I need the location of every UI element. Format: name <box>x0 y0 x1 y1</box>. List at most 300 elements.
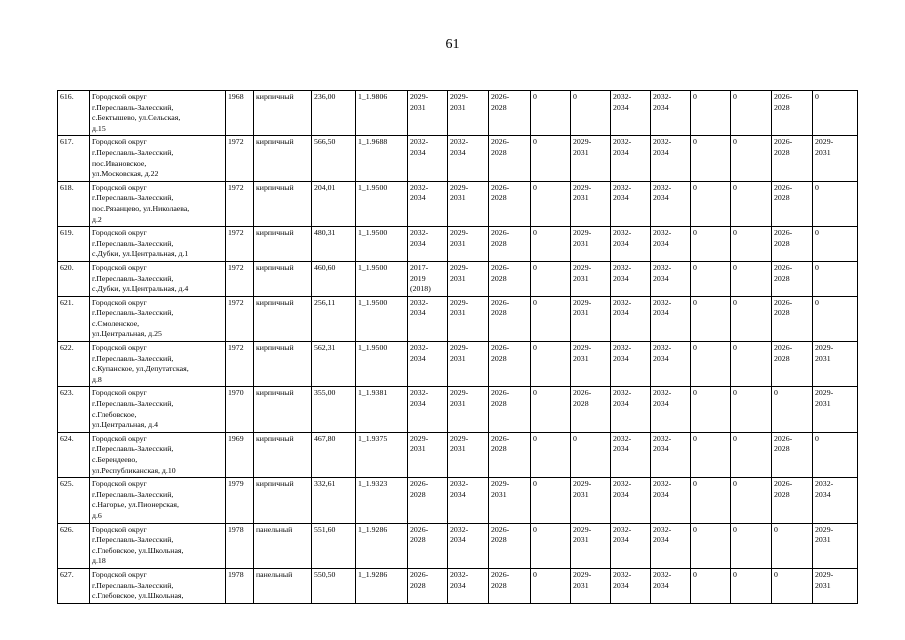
cell-line: с.Глебовское, <box>92 409 137 419</box>
cell-line: кирпичный <box>256 343 294 353</box>
cell-line: Городской округ <box>92 388 147 398</box>
cell-address <box>90 432 226 477</box>
cell-period-1 <box>408 296 448 341</box>
cell-line: 2034 <box>653 399 669 409</box>
cell-line: 0 <box>533 262 537 272</box>
cell-line: 0 <box>733 92 737 101</box>
cell-line: 2026- <box>774 137 793 147</box>
cell-line: 2032- <box>653 228 672 238</box>
cell-wall-material <box>254 523 312 568</box>
cell-line: 0 <box>693 92 697 101</box>
cell-line: 2028 <box>491 353 507 363</box>
cell-line: 2032- <box>450 524 469 534</box>
cell-address <box>90 227 226 262</box>
cell-line: г.Переславль-Залесский, <box>92 147 174 157</box>
cell-area <box>312 227 356 262</box>
cell-line: 0 <box>733 433 737 443</box>
cell-line: 2026- <box>774 433 793 443</box>
cell-line: 2031 <box>450 308 466 318</box>
cell-line: 2032- <box>653 92 672 101</box>
cell-period-1 <box>408 523 448 568</box>
cell-line: 1972 <box>228 262 244 272</box>
cell-period-7 <box>651 181 691 226</box>
cell-line: 2026- <box>774 228 793 238</box>
cell-row-number <box>58 342 90 387</box>
cell-line: 621. <box>60 297 74 307</box>
table-row <box>58 91 858 136</box>
cell-period-6 <box>611 342 651 387</box>
cell-line: 0 <box>733 182 737 192</box>
cell-row-number <box>58 568 90 603</box>
cell-line: 550,50 <box>314 569 336 579</box>
cell-period-11 <box>813 136 858 181</box>
table-row <box>58 387 858 432</box>
cell-period-2 <box>448 91 489 136</box>
cell-area <box>312 432 356 477</box>
cell-line: 0 <box>733 297 737 307</box>
cell-line: 2034 <box>613 273 629 283</box>
cell-period-1 <box>408 387 448 432</box>
cell-line: 0 <box>693 137 697 147</box>
cell-line: 2031 <box>815 535 831 545</box>
cell-period-4 <box>531 296 571 341</box>
cell-line: 2029- <box>573 228 592 238</box>
cell-area <box>312 181 356 226</box>
cell-line: 2031 <box>450 399 466 409</box>
cell-wall-material <box>254 432 312 477</box>
cell-line: 0 <box>815 262 819 272</box>
cell-period-5 <box>571 478 611 523</box>
cell-line: 562,31 <box>314 343 336 353</box>
cell-line: д.8 <box>92 374 102 384</box>
cell-period-9 <box>731 227 772 262</box>
cell-line: 2028 <box>491 147 507 157</box>
cell-row-number <box>58 136 90 181</box>
cell-line: 2032- <box>613 182 632 192</box>
cell-line: 2026- <box>491 524 510 534</box>
cell-line: 2032- <box>653 569 672 579</box>
cell-line: 2026- <box>774 343 793 353</box>
cell-line: 2019 <box>410 273 426 283</box>
cell-line: 2028 <box>774 489 790 499</box>
cell-row-number <box>58 432 90 477</box>
cell-line: 2034 <box>613 353 629 363</box>
cell-line: 2032- <box>653 388 672 398</box>
cell-line: 2031 <box>450 193 466 203</box>
cell-line: с.Смоленское, <box>92 318 140 328</box>
cell-line: 2031 <box>573 580 589 590</box>
cell-wall-material <box>254 387 312 432</box>
cell-line: 0 <box>733 343 737 353</box>
cell-line: 2029- <box>450 182 469 192</box>
cell-line: 0 <box>733 569 737 579</box>
table-row <box>58 342 858 387</box>
cell-period-5 <box>571 568 611 603</box>
cell-line: 0 <box>815 182 819 192</box>
cell-period-6 <box>611 387 651 432</box>
cell-line: д.6 <box>92 510 102 520</box>
table-row <box>58 432 858 477</box>
cell-line: г.Переславль-Залесский, <box>92 353 174 363</box>
cell-line: (2018) <box>410 284 431 294</box>
cell-row-number <box>58 261 90 296</box>
cell-line: 2028 <box>774 193 790 203</box>
cell-line: кирпичный <box>256 297 294 307</box>
cell-period-5 <box>571 296 611 341</box>
cell-line: кирпичный <box>256 479 294 489</box>
cell-line: кирпичный <box>256 92 294 101</box>
cell-line: 2034 <box>653 489 669 499</box>
cell-line: 2028 <box>774 102 790 112</box>
cell-line: 2034 <box>653 580 669 590</box>
cell-period-3 <box>489 261 531 296</box>
cell-line: 1978 <box>228 569 244 579</box>
cell-period-9 <box>731 136 772 181</box>
cell-period-8 <box>691 181 731 226</box>
cell-line: 467,80 <box>314 433 336 443</box>
page-number: 61 <box>445 37 460 52</box>
cell-period-2 <box>448 478 489 523</box>
cell-period-8 <box>691 227 731 262</box>
cell-period-11 <box>813 261 858 296</box>
cell-line: г.Переславль-Залесский, <box>92 102 174 112</box>
cell-line: 2032- <box>450 479 469 489</box>
cell-line: 2029- <box>410 92 429 101</box>
cell-line: 2026- <box>410 524 429 534</box>
cell-line: 0 <box>774 388 778 398</box>
cell-period-6 <box>611 136 651 181</box>
cell-line: кирпичный <box>256 137 294 147</box>
cell-line: 2026- <box>491 343 510 353</box>
cell-line: 2029- <box>450 433 469 443</box>
cell-line: Городской округ <box>92 137 147 147</box>
cell-line: 2026- <box>774 92 793 101</box>
cell-period-7 <box>651 387 691 432</box>
table-row <box>58 136 858 181</box>
cell-line: 0 <box>693 388 697 398</box>
cell-line: 1969 <box>228 433 244 443</box>
cell-line: 2029- <box>573 569 592 579</box>
cell-line: 2034 <box>613 147 629 157</box>
cell-period-6 <box>611 91 651 136</box>
cell-line: 2026- <box>410 569 429 579</box>
cell-line: 2029- <box>573 343 592 353</box>
cell-period-1 <box>408 432 448 477</box>
cell-address <box>90 261 226 296</box>
cell-line: 2032- <box>410 388 429 398</box>
cell-line: 204,01 <box>314 182 336 192</box>
cell-line: 2028 <box>410 489 426 499</box>
cell-period-2 <box>448 136 489 181</box>
cell-line: 0 <box>693 569 697 579</box>
cell-line: с.Берендеево, <box>92 455 138 464</box>
cell-wall-material <box>254 181 312 226</box>
cell-period-7 <box>651 478 691 523</box>
cell-row-number <box>58 523 90 568</box>
cell-line: 0 <box>774 569 778 579</box>
cell-line: с.Бектышево, ул.Сельская, <box>92 113 181 123</box>
cell-line: 1979 <box>228 479 244 489</box>
cell-line: 566,50 <box>314 137 336 147</box>
cell-period-10 <box>772 342 813 387</box>
cell-line: 2032- <box>613 92 632 101</box>
cell-line: 1_1.9806 <box>358 92 388 101</box>
cell-period-8 <box>691 296 731 341</box>
cell-line: 2028 <box>491 273 507 283</box>
cell-period-11 <box>813 227 858 262</box>
cell-line: 0 <box>733 479 737 489</box>
cell-period-8 <box>691 136 731 181</box>
cell-line: 627. <box>60 569 74 579</box>
table-row <box>58 568 858 603</box>
cell-line: 2032- <box>613 524 632 534</box>
cell-line: 2034 <box>653 273 669 283</box>
cell-line: 2032- <box>653 343 672 353</box>
cell-code <box>356 227 408 262</box>
cell-line: 0 <box>693 228 697 238</box>
cell-line: 2032- <box>410 228 429 238</box>
cell-line: 2026- <box>491 388 510 398</box>
cell-period-2 <box>448 227 489 262</box>
cell-line: 0 <box>815 92 819 101</box>
cell-period-1 <box>408 478 448 523</box>
cell-line: 0 <box>693 297 697 307</box>
cell-line: 2026- <box>491 569 510 579</box>
cell-period-6 <box>611 568 651 603</box>
cell-line: 2032- <box>653 479 672 489</box>
cell-line: 2034 <box>450 147 466 157</box>
cell-line: 2034 <box>653 444 669 454</box>
cell-line: 1_1.9323 <box>358 479 388 489</box>
cell-line: 2028 <box>491 535 507 545</box>
cell-line: 2031 <box>410 102 426 112</box>
cell-period-5 <box>571 91 611 136</box>
cell-line: 2026- <box>491 92 510 101</box>
cell-line: с.Нагорье, ул.Пионерская, <box>92 500 179 510</box>
cell-period-3 <box>489 523 531 568</box>
cell-line: д.18 <box>92 556 106 566</box>
cell-line: 2029- <box>410 433 429 443</box>
cell-period-3 <box>489 227 531 262</box>
cell-line: 623. <box>60 388 74 398</box>
cell-line: 1972 <box>228 297 244 307</box>
cell-line: 0 <box>774 524 778 534</box>
cell-line: 2034 <box>653 535 669 545</box>
cell-line: 1_1.9688 <box>358 137 388 147</box>
cell-year <box>226 261 254 296</box>
cell-period-8 <box>691 523 731 568</box>
cell-line: 2028 <box>491 399 507 409</box>
cell-row-number <box>58 478 90 523</box>
cell-period-6 <box>611 227 651 262</box>
cell-period-5 <box>571 432 611 477</box>
cell-line: 2026- <box>491 297 510 307</box>
cell-period-10 <box>772 478 813 523</box>
cell-line: 2032- <box>410 137 429 147</box>
cell-line: 1_1.9500 <box>358 343 388 353</box>
cell-line: 2031 <box>573 535 589 545</box>
cell-area <box>312 261 356 296</box>
cell-period-5 <box>571 227 611 262</box>
cell-line: 2032- <box>410 182 429 192</box>
cell-line: 2028 <box>774 273 790 283</box>
cell-line: 0 <box>733 262 737 272</box>
cell-year <box>226 227 254 262</box>
cell-period-4 <box>531 387 571 432</box>
cell-line: 0 <box>733 388 737 398</box>
cell-code <box>356 523 408 568</box>
cell-period-9 <box>731 91 772 136</box>
cell-period-6 <box>611 432 651 477</box>
cell-period-8 <box>691 432 731 477</box>
cell-line: 1972 <box>228 343 244 353</box>
cell-period-3 <box>489 432 531 477</box>
cell-area <box>312 296 356 341</box>
cell-period-9 <box>731 568 772 603</box>
cell-period-10 <box>772 261 813 296</box>
cell-line: 1978 <box>228 524 244 534</box>
cell-line: 2026- <box>573 388 592 398</box>
cell-year <box>226 342 254 387</box>
cell-line: кирпичный <box>256 433 294 443</box>
cell-area <box>312 91 356 136</box>
cell-period-10 <box>772 296 813 341</box>
cell-line: 2031 <box>450 273 466 283</box>
cell-line: 2034 <box>653 147 669 157</box>
cell-line: 2032- <box>450 569 469 579</box>
cell-line: 2028 <box>410 580 426 590</box>
cell-line: 2028 <box>774 353 790 363</box>
cell-line: 0 <box>815 433 819 443</box>
cell-area <box>312 387 356 432</box>
cell-code <box>356 568 408 603</box>
cell-period-2 <box>448 432 489 477</box>
cell-line: 1_1.9286 <box>358 569 388 579</box>
cell-line: 2032- <box>410 343 429 353</box>
cell-line: 0 <box>533 228 537 238</box>
cell-line: ул.Центральная, д.4 <box>92 420 158 430</box>
cell-period-2 <box>448 342 489 387</box>
cell-line: 2026- <box>491 228 510 238</box>
cell-line: 2031 <box>815 580 831 590</box>
cell-period-5 <box>571 261 611 296</box>
cell-period-6 <box>611 523 651 568</box>
cell-line: 2034 <box>450 489 466 499</box>
cell-line: 0 <box>733 228 737 238</box>
cell-line: 2029- <box>450 92 469 101</box>
cell-line: д.2 <box>92 214 102 224</box>
cell-period-4 <box>531 227 571 262</box>
cell-line: 2029- <box>815 343 834 353</box>
cell-line: 1972 <box>228 228 244 238</box>
cell-address <box>90 296 226 341</box>
cell-area <box>312 568 356 603</box>
cell-code <box>356 387 408 432</box>
cell-period-4 <box>531 478 571 523</box>
cell-period-10 <box>772 432 813 477</box>
cell-period-4 <box>531 568 571 603</box>
cell-line: г.Переславль-Залесский, <box>92 273 174 283</box>
cell-period-8 <box>691 568 731 603</box>
cell-line: Городской округ <box>92 524 147 534</box>
cell-line: 616. <box>60 92 74 101</box>
cell-line: Городской округ <box>92 262 147 272</box>
housing-table <box>57 90 858 604</box>
cell-period-4 <box>531 432 571 477</box>
cell-period-3 <box>489 296 531 341</box>
cell-code <box>356 342 408 387</box>
cell-area <box>312 478 356 523</box>
cell-period-4 <box>531 136 571 181</box>
cell-period-3 <box>489 136 531 181</box>
cell-line: г.Переславль-Залесский, <box>92 399 174 409</box>
cell-line: Городской округ <box>92 92 147 101</box>
cell-line: 2032- <box>653 524 672 534</box>
cell-line: с.Дубки, ул.Центральная, д.4 <box>92 284 189 294</box>
cell-line: 2031 <box>491 489 507 499</box>
cell-line: 2029- <box>573 524 592 534</box>
cell-line: 0 <box>533 388 537 398</box>
cell-line: 1_1.9286 <box>358 524 388 534</box>
cell-line: 0 <box>693 182 697 192</box>
cell-line: 2034 <box>653 353 669 363</box>
cell-line: 2034 <box>410 238 426 248</box>
cell-period-3 <box>489 387 531 432</box>
cell-period-7 <box>651 136 691 181</box>
cell-line: 2026- <box>774 182 793 192</box>
cell-period-11 <box>813 296 858 341</box>
cell-line: 2028 <box>491 238 507 248</box>
cell-period-11 <box>813 432 858 477</box>
cell-code <box>356 478 408 523</box>
cell-line: 2031 <box>573 308 589 318</box>
cell-period-7 <box>651 227 691 262</box>
cell-line: 1_1.9381 <box>358 388 388 398</box>
cell-line: 2028 <box>774 238 790 248</box>
cell-line: 2031 <box>573 238 589 248</box>
cell-line: ул.Московская, д.22 <box>92 169 159 179</box>
cell-row-number <box>58 296 90 341</box>
cell-line: 2031 <box>450 353 466 363</box>
cell-period-9 <box>731 181 772 226</box>
cell-year <box>226 432 254 477</box>
cell-period-7 <box>651 261 691 296</box>
table-row <box>58 478 858 523</box>
cell-line: 0 <box>693 524 697 534</box>
cell-line: 2032- <box>653 182 672 192</box>
cell-period-3 <box>489 342 531 387</box>
cell-line: г.Переславль-Залесский, <box>92 489 174 499</box>
cell-line: 618. <box>60 182 74 192</box>
cell-row-number <box>58 387 90 432</box>
cell-line: 2031 <box>450 444 466 454</box>
cell-line: 0 <box>533 92 537 101</box>
cell-wall-material <box>254 136 312 181</box>
cell-line: 0 <box>573 433 577 443</box>
cell-period-8 <box>691 342 731 387</box>
cell-line: 2026- <box>491 182 510 192</box>
cell-line: 2032- <box>613 262 632 272</box>
cell-period-7 <box>651 296 691 341</box>
cell-line: 2029- <box>573 137 592 147</box>
cell-period-2 <box>448 387 489 432</box>
cell-line: 2028 <box>491 580 507 590</box>
cell-period-8 <box>691 261 731 296</box>
cell-line: 1_1.9500 <box>358 262 388 272</box>
cell-line: 2029- <box>450 388 469 398</box>
cell-row-number <box>58 227 90 262</box>
cell-line: 1_1.9500 <box>358 297 388 307</box>
